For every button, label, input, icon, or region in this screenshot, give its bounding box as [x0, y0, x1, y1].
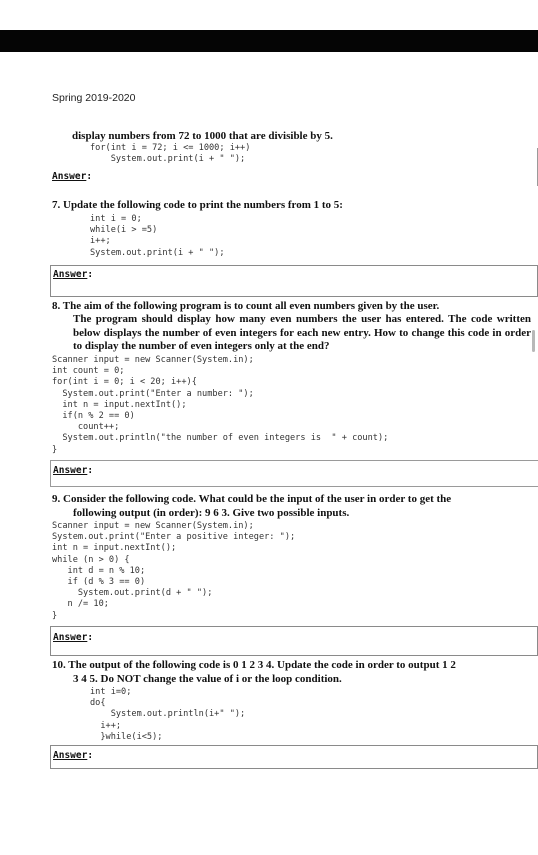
answer-box-q8-top — [50, 460, 538, 461]
q7-code — [90, 214, 225, 259]
code-line: } — [52, 610, 58, 621]
code-line: int n = input.nextInt(); — [52, 543, 177, 554]
code-line: int n = input.nextInt(); — [52, 399, 187, 410]
answer-label-q7: Answer: — [53, 269, 94, 280]
answer-box-q9[interactable] — [50, 626, 538, 656]
code-line: for(int i = 0; i < 20; i++){ — [52, 377, 197, 388]
scroll-indicator — [532, 330, 535, 352]
q10-line1: 10. The output of the following code is 0 1 2 3 4. Update the code in order to output 1 2 — [52, 659, 456, 671]
code-line: if (d % 3 == 0) — [52, 577, 146, 588]
code-line: Scanner input = new Scanner(System.in); — [52, 355, 254, 365]
q8-code — [52, 355, 388, 456]
code-line: count++; — [52, 422, 120, 433]
q6-text: display numbers from 72 to 1000 that are divisible by 5. — [72, 130, 333, 142]
answer-box-q10[interactable] — [50, 745, 538, 769]
code-line: while(i > =5) — [90, 225, 158, 236]
q10-body: 3 4 5. Do NOT change the value of i or the loop condition. — [73, 673, 342, 685]
q8-line1: 8. The aim of the following program is to count all even numbers given by the user. — [52, 300, 440, 312]
top-black-bar — [0, 30, 538, 52]
code-line: } — [52, 444, 58, 455]
q9-body: following output (in order): 9 6 3. Give two possible inputs. — [73, 507, 350, 519]
answer-label-q10: Answer: — [53, 750, 94, 761]
q10-code — [90, 687, 245, 743]
q6-code — [90, 143, 250, 165]
code-line: n /= 10; — [52, 599, 109, 610]
code-line: int i=0; — [90, 687, 132, 697]
q7-text: 7. Update the following code to print the numbers from 1 to 5: — [52, 199, 343, 211]
code-line: int i = 0; — [90, 214, 142, 224]
code-line: Scanner input = new Scanner(System.in); — [52, 521, 254, 531]
answer-label-q9: Answer: — [53, 632, 94, 643]
answer-box-q8-left — [50, 460, 51, 486]
code-line: int count = 0; — [52, 366, 125, 377]
code-line: for(int i = 72; i <= 1000; i++) — [90, 143, 251, 153]
code-line: if(n % 2 == 0) — [52, 411, 135, 422]
code-line: }while(i<5); — [90, 731, 163, 742]
code-line: System.out.print(i + " "); — [90, 247, 225, 258]
q9-line1: 9. Consider the following code. What could be the input of the user in order to get the — [52, 493, 452, 505]
code-line: i++; — [90, 236, 111, 247]
answer-box-q8-bottom — [50, 486, 538, 487]
q9-code — [52, 521, 295, 622]
code-line: while (n > 0) { — [52, 554, 130, 565]
q8-body: The program should display how many even numbers the user has entered. The code written below displays the number of even integers for each new entry. How to change this code in order to display the number of even integers only at the end? — [73, 313, 531, 352]
code-line: System.out.print(d + " "); — [52, 588, 213, 599]
page-header: Spring 2019-2020 — [52, 92, 136, 104]
code-line: System.out.print("Enter a number: "); — [52, 388, 254, 399]
code-line: System.out.println(i+" "); — [90, 709, 246, 720]
code-line: System.out.println("the number of even integers is " + count); — [52, 433, 389, 444]
answer-label-q8: Answer: — [53, 465, 94, 476]
code-line: do{ — [90, 698, 106, 709]
code-line: System.out.print(i + " "); — [90, 154, 246, 165]
code-line: System.out.print("Enter a positive integer: "); — [52, 532, 296, 543]
code-line: i++; — [90, 720, 122, 731]
answer-box-q7[interactable] — [50, 265, 538, 297]
code-line: int d = n % 10; — [52, 565, 146, 576]
answer-label-1: Answer: — [52, 171, 93, 182]
